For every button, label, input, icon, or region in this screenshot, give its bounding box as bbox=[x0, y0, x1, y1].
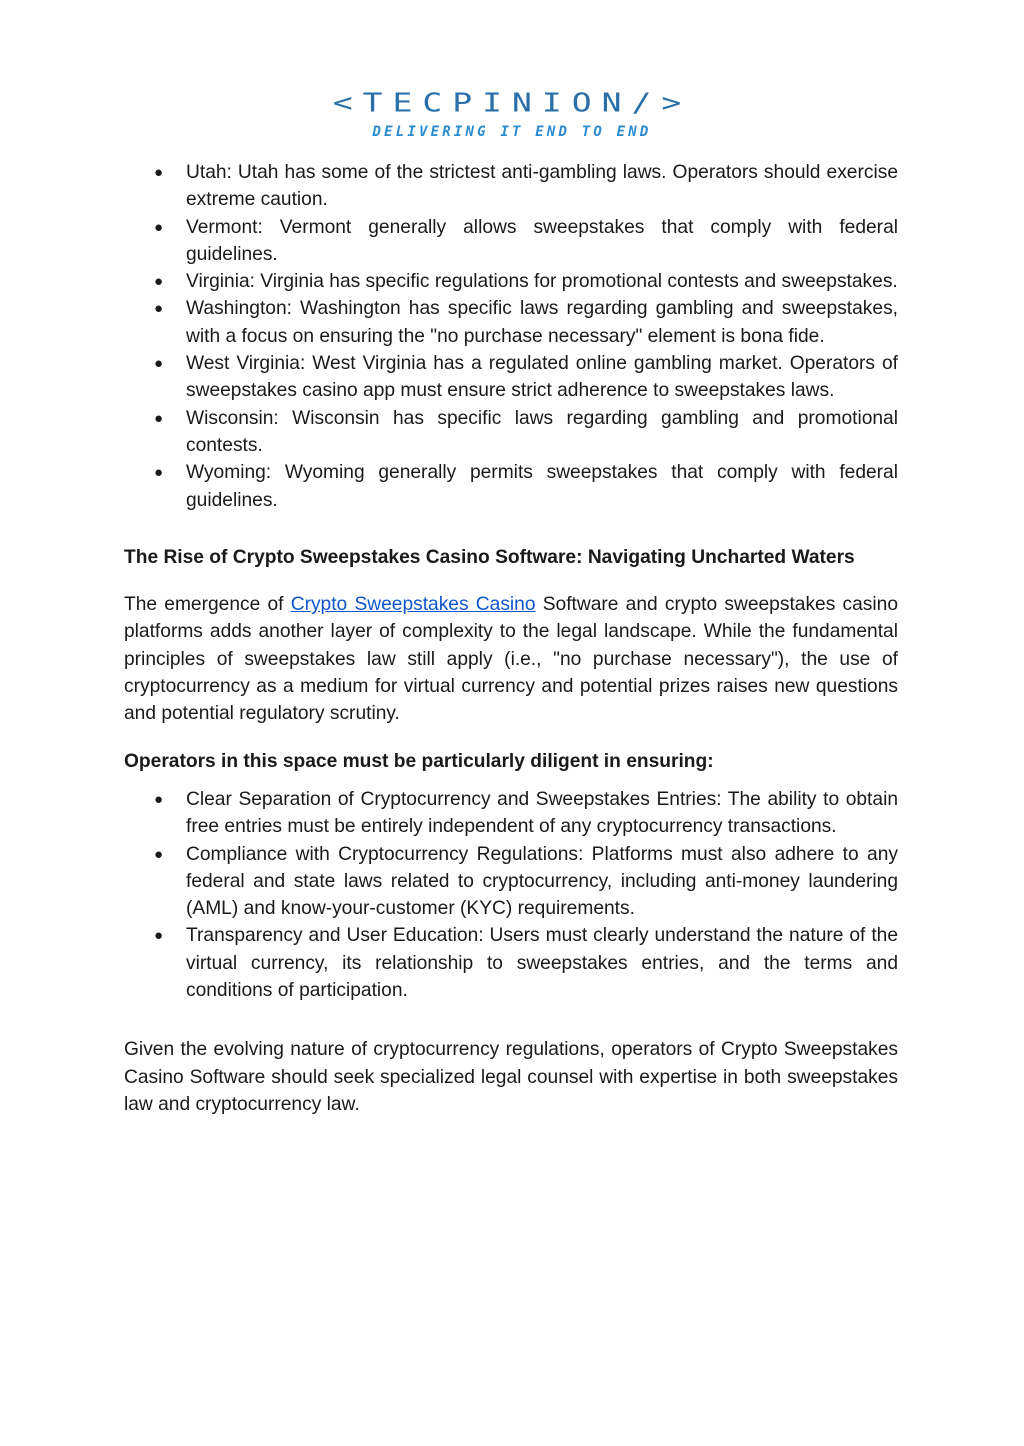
bullet-icon: ● bbox=[154, 355, 164, 373]
list-item bbox=[124, 350, 898, 405]
intro-paragraph bbox=[124, 591, 898, 727]
bullet-icon: ● bbox=[154, 845, 164, 863]
list-item-text: Compliance with Cryptocurrency Regulations: Platforms must also adhere to any federal and state laws related to cryptocurrency, including anti-money laundering (AML) and know-your-customer (KYC) requirements. bbox=[186, 843, 898, 920]
list-item-text: Clear Separation of Cryptocurrency and Sweepstakes Entries: The ability to obtain free entries must be entirely independent of any cryptocurrency transactions. bbox=[186, 788, 898, 838]
crypto-sweepstakes-casino-link[interactable]: Crypto Sweepstakes Casino bbox=[290, 594, 536, 616]
list-item bbox=[124, 295, 898, 350]
bullet-icon: ● bbox=[154, 273, 164, 291]
list-item bbox=[124, 922, 898, 1004]
list-item-text: Transparency and User Education: Users must clearly understand the nature of the virtual currency, its relationship to sweepstakes entries, and the terms and conditions of participation. bbox=[186, 925, 898, 1002]
bullet-icon: ● bbox=[154, 164, 164, 181]
list-item-text: Vermont: Vermont generally allows sweepstakes that comply with federal guidelines. bbox=[186, 216, 898, 265]
bullet-icon: ● bbox=[154, 464, 164, 482]
intro-text-end: Software and crypto sweepstakes casino platforms adds another layer of complexity to the legal landscape. While the fundamental principles of sweepstakes law still apply (i.e., "no purchase necessary"), the use of cryptocurrency as a medium for virtual currency and potential prizes raises new questions and potential regulatory scrutiny. bbox=[124, 594, 898, 725]
list-item bbox=[124, 268, 898, 295]
operators-lead: Operators in this space must be particularly diligent in ensuring: bbox=[124, 750, 714, 772]
list-item-text: Utah: Utah has some of the strictest anti-gambling laws. Operators should exercise extreme caution. bbox=[186, 162, 898, 211]
bullet-icon: ● bbox=[154, 790, 164, 808]
section-heading: The Rise of Crypto Sweepstakes Casino Software: Navigating Uncharted Waters bbox=[124, 546, 855, 568]
operators-list bbox=[124, 786, 898, 1004]
list-item bbox=[124, 159, 898, 214]
list-item bbox=[124, 786, 898, 841]
company-logo bbox=[312, 87, 712, 140]
document-body bbox=[124, 159, 898, 1118]
list-item bbox=[124, 459, 898, 514]
bullet-icon: ● bbox=[154, 927, 164, 945]
list-item-text: Wyoming: Wyoming generally permits sweepstakes that comply with federal guidelines. bbox=[186, 462, 898, 511]
states-list bbox=[124, 159, 898, 514]
bullet-icon: ● bbox=[154, 218, 164, 236]
logo-wordmark: <TECPINION/> bbox=[332, 87, 692, 118]
bullet-icon: ● bbox=[154, 300, 164, 318]
intro-text-start: The emergence of bbox=[124, 594, 291, 616]
list-item-text: Wisconsin: Wisconsin has specific laws regarding gambling and promotional contests. bbox=[186, 407, 898, 456]
list-item bbox=[124, 214, 898, 269]
conclusion-paragraph: Given the evolving nature of cryptocurrency regulations, operators of Crypto Sweepstakes Casino Software should seek specialized legal counsel with expertise in both sweepstakes law and cryptocurrency law. bbox=[124, 1039, 898, 1115]
bullet-icon: ● bbox=[154, 409, 164, 427]
list-item-text: Virginia: Virginia has specific regulations for promotional contests and sweepstakes. bbox=[186, 271, 898, 293]
list-item-text: Washington: Washington has specific laws regarding gambling and sweepstakes, with a focus on ensuring the "no purchase necessary" element is bona fide. bbox=[186, 298, 898, 347]
list-item bbox=[124, 841, 898, 923]
list-item-text: West Virginia: West Virginia has a regulated online gambling market. Operators of sweepstakes casino app must ensure strict adherence to sweepstakes laws. bbox=[186, 353, 898, 402]
list-item bbox=[124, 405, 898, 460]
logo-tagline: DELIVERING IT END TO END bbox=[372, 124, 652, 140]
